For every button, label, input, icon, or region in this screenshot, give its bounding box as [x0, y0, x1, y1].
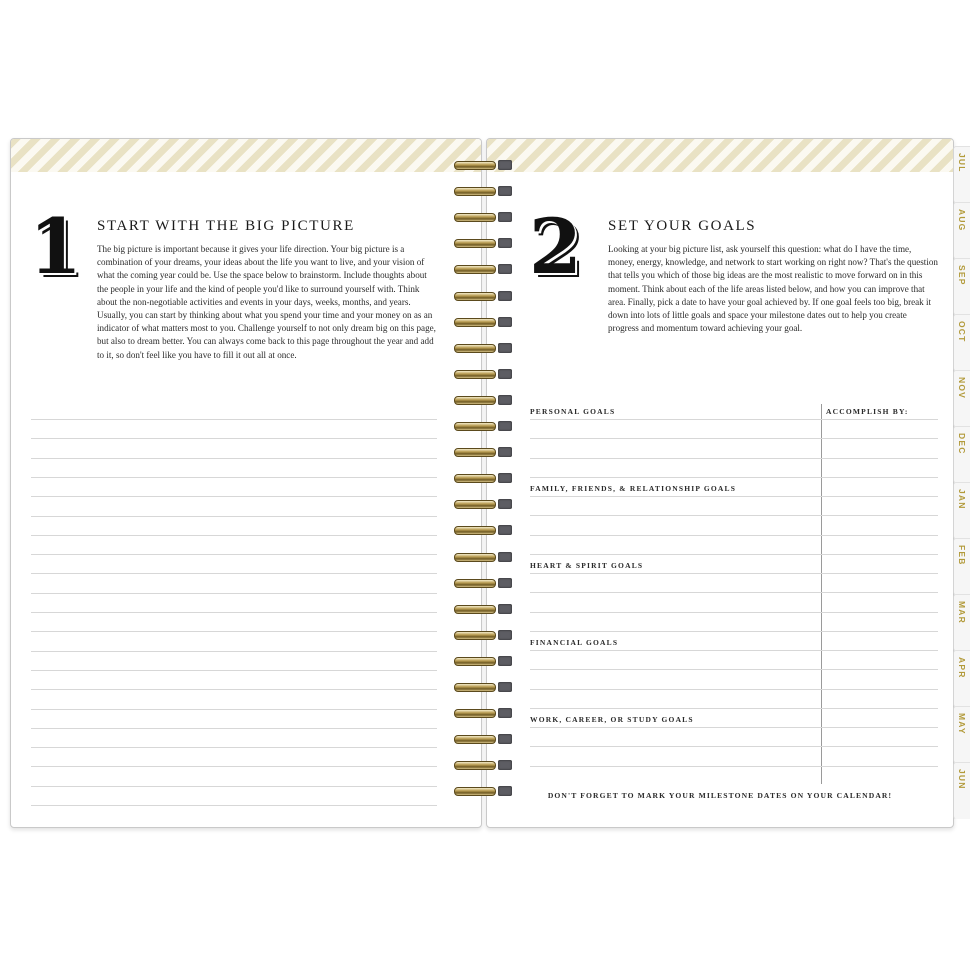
spiral-coil — [454, 341, 514, 355]
coil-wire — [454, 292, 496, 301]
goal-label-financial: FINANCIAL GOALS — [530, 638, 619, 647]
month-tab-jun[interactable] — [953, 762, 970, 819]
right-page — [486, 138, 954, 828]
month-tab-label: NOV — [957, 377, 967, 400]
accomplish-by-label: ACCOMPLISH BY: — [826, 407, 909, 416]
coil-wire — [454, 448, 496, 457]
spiral-coil — [454, 419, 514, 433]
ruled-line — [530, 573, 938, 574]
goal-label-family: FAMILY, FRIENDS, & RELATIONSHIP GOALS — [530, 484, 737, 493]
spiral-coil — [454, 236, 514, 250]
ruled-line — [530, 708, 938, 709]
spiral-coil — [454, 758, 514, 772]
month-tab-aug[interactable] — [953, 202, 970, 259]
month-tab-oct[interactable] — [953, 314, 970, 371]
ruled-line — [530, 419, 938, 420]
coil-wire — [454, 631, 496, 640]
ruled-line — [530, 669, 938, 670]
ruled-line — [31, 554, 437, 555]
ruled-line — [31, 477, 437, 478]
coil-wire — [454, 370, 496, 379]
month-tab-may[interactable] — [953, 706, 970, 763]
punch-hole — [498, 499, 512, 509]
ruled-line — [530, 727, 938, 728]
coil-wire — [454, 213, 496, 222]
punch-hole — [498, 760, 512, 770]
coil-wire — [454, 526, 496, 535]
month-tab-feb[interactable] — [953, 538, 970, 595]
ruled-line — [31, 805, 437, 806]
left-page — [10, 138, 482, 828]
calendar-reminder: DON'T FORGET TO MARK YOUR MILESTONE DATES ON YOUR CALENDAR! — [547, 791, 893, 800]
punch-hole — [498, 552, 512, 562]
spiral-binding — [454, 158, 514, 808]
punch-hole — [498, 238, 512, 248]
ruled-line — [31, 728, 437, 729]
spiral-coil — [454, 523, 514, 537]
month-tab-label: APR — [957, 657, 967, 679]
coil-wire — [454, 787, 496, 796]
punch-hole — [498, 525, 512, 535]
punch-hole — [498, 291, 512, 301]
punch-hole — [498, 264, 512, 274]
spiral-coil — [454, 706, 514, 720]
coil-wire — [454, 344, 496, 353]
punch-hole — [498, 473, 512, 483]
month-tab-label: JAN — [957, 489, 967, 510]
ruled-line — [31, 535, 437, 536]
coil-wire — [454, 761, 496, 770]
ruled-line — [31, 631, 437, 632]
coil-wire — [454, 735, 496, 744]
punch-hole — [498, 212, 512, 222]
month-tab-label: OCT — [957, 321, 967, 343]
ruled-line — [31, 670, 437, 671]
page-body-text: The big picture is important because it gives your life direction. Your big picture is a combination of your dreams, your ideas about the life you want to live, and your vision of what the coming year could be. Use the space below to brainstorm. Include thoughts about the people in your life and the kind of people you'd like to surround yourself with. Think about the non-negotiable activities and events in your days, weeks, months, and years. Usually, you can start by thinking about what you spend your time and your money on as an indicator of what matters most to you. Challenge yourself to not only dream big on this page, but also to dream better. You can always come back to this page throughout the year and add to it, so don't feel like you have to fill it out all at once. — [97, 244, 436, 360]
punch-hole — [498, 708, 512, 718]
ruled-line — [530, 689, 938, 690]
punch-hole — [498, 186, 512, 196]
header-stripe — [487, 139, 953, 172]
spiral-coil — [454, 680, 514, 694]
page-title: START WITH THE BIG PICTURE — [97, 218, 355, 234]
punch-hole — [498, 630, 512, 640]
spiral-coil — [454, 602, 514, 616]
ruled-line — [31, 766, 437, 767]
spiral-coil — [454, 262, 514, 276]
ruled-line — [530, 631, 938, 632]
coil-wire — [454, 161, 496, 170]
ruled-line — [31, 458, 437, 459]
coil-wire — [454, 422, 496, 431]
ruled-line — [31, 786, 437, 787]
month-tab-apr[interactable] — [953, 650, 970, 707]
punch-hole — [498, 682, 512, 692]
ruled-line — [31, 419, 437, 420]
ruled-line — [31, 496, 437, 497]
coil-wire — [454, 318, 496, 327]
ruled-line — [530, 458, 938, 459]
ruled-line — [31, 651, 437, 652]
ruled-line — [31, 438, 437, 439]
punch-hole — [498, 421, 512, 431]
ruled-line — [530, 746, 938, 747]
coil-wire — [454, 657, 496, 666]
spiral-coil — [454, 315, 514, 329]
ruled-line — [530, 438, 938, 439]
page-title: SET YOUR GOALS — [608, 218, 757, 234]
month-tab-label: MAR — [957, 601, 967, 624]
month-tabs — [953, 146, 970, 826]
section-number: 2 — [529, 202, 582, 291]
punch-hole — [498, 369, 512, 379]
spiral-coil — [454, 654, 514, 668]
punch-hole — [498, 317, 512, 327]
spiral-coil — [454, 289, 514, 303]
spiral-coil — [454, 210, 514, 224]
coil-wire — [454, 709, 496, 718]
month-tab-jan[interactable] — [953, 482, 970, 539]
coil-wire — [454, 396, 496, 405]
coil-wire — [454, 579, 496, 588]
ruled-line — [31, 747, 437, 748]
month-tab-dec[interactable] — [953, 426, 970, 483]
punch-hole — [498, 160, 512, 170]
punch-hole — [498, 395, 512, 405]
coil-wire — [454, 265, 496, 274]
coil-wire — [454, 605, 496, 614]
spiral-coil — [454, 158, 514, 172]
ruled-line — [530, 515, 938, 516]
spiral-coil — [454, 393, 514, 407]
coil-wire — [454, 474, 496, 483]
goal-label-personal: PERSONAL GOALS — [530, 407, 616, 416]
ruled-line — [530, 554, 938, 555]
ruled-line — [31, 689, 437, 690]
punch-hole — [498, 447, 512, 457]
month-tab-label: MAY — [957, 713, 967, 735]
month-tab-mar[interactable] — [953, 594, 970, 651]
ruled-line — [530, 612, 938, 613]
punch-hole — [498, 343, 512, 353]
spiral-coil — [454, 550, 514, 564]
month-tab-label: JUN — [957, 769, 967, 790]
punch-hole — [498, 604, 512, 614]
coil-wire — [454, 683, 496, 692]
month-tab-sep[interactable] — [953, 258, 970, 315]
spiral-coil — [454, 445, 514, 459]
punch-hole — [498, 578, 512, 588]
ruled-line — [530, 592, 938, 593]
ruled-line — [31, 573, 437, 574]
spiral-coil — [454, 471, 514, 485]
ruled-line — [530, 535, 938, 536]
header-stripe — [11, 139, 481, 172]
punch-hole — [498, 656, 512, 666]
ruled-line — [530, 477, 938, 478]
ruled-line — [31, 709, 437, 710]
spiral-coil — [454, 576, 514, 590]
coil-wire — [454, 500, 496, 509]
goal-label-work: WORK, CAREER, OR STUDY GOALS — [530, 715, 694, 724]
coil-wire — [454, 187, 496, 196]
goal-label-heart: HEART & SPIRIT GOALS — [530, 561, 644, 570]
month-tab-label: JUL — [957, 153, 967, 173]
spiral-coil — [454, 184, 514, 198]
spiral-coil — [454, 732, 514, 746]
coil-wire — [454, 239, 496, 248]
month-tab-label: FEB — [957, 545, 967, 566]
ruled-line — [31, 612, 437, 613]
month-tab-label: DEC — [957, 433, 967, 455]
spiral-coil — [454, 367, 514, 381]
ruled-line — [31, 516, 437, 517]
coil-wire — [454, 553, 496, 562]
punch-hole — [498, 786, 512, 796]
ruled-line — [530, 650, 938, 651]
month-tab-label: AUG — [957, 209, 967, 232]
month-tab-jul[interactable] — [953, 146, 970, 203]
ruled-line — [31, 593, 437, 594]
month-tab-label: SEP — [957, 265, 967, 286]
ruled-line — [530, 766, 938, 767]
spiral-coil — [454, 784, 514, 798]
month-tab-nov[interactable] — [953, 370, 970, 427]
spiral-coil — [454, 628, 514, 642]
spiral-coil — [454, 497, 514, 511]
punch-hole — [498, 734, 512, 744]
page-body-text: Looking at your big picture list, ask yourself this question: what do I have the time, money, energy, knowledge, and network to start working on right now? That's the question that tells you which of those big ideas are the most realistic to move forward on in this moment. Think about each of the life areas listed below, and how you can improve that area. Finally, pick a date to have your goal achieved by. If one goal feels too big, break it down into lots of little goals and space your milestone dates out to help you create progress and momentum toward achieving your goal. — [608, 244, 938, 334]
ruled-line — [530, 496, 938, 497]
section-number: 1 — [29, 202, 82, 291]
